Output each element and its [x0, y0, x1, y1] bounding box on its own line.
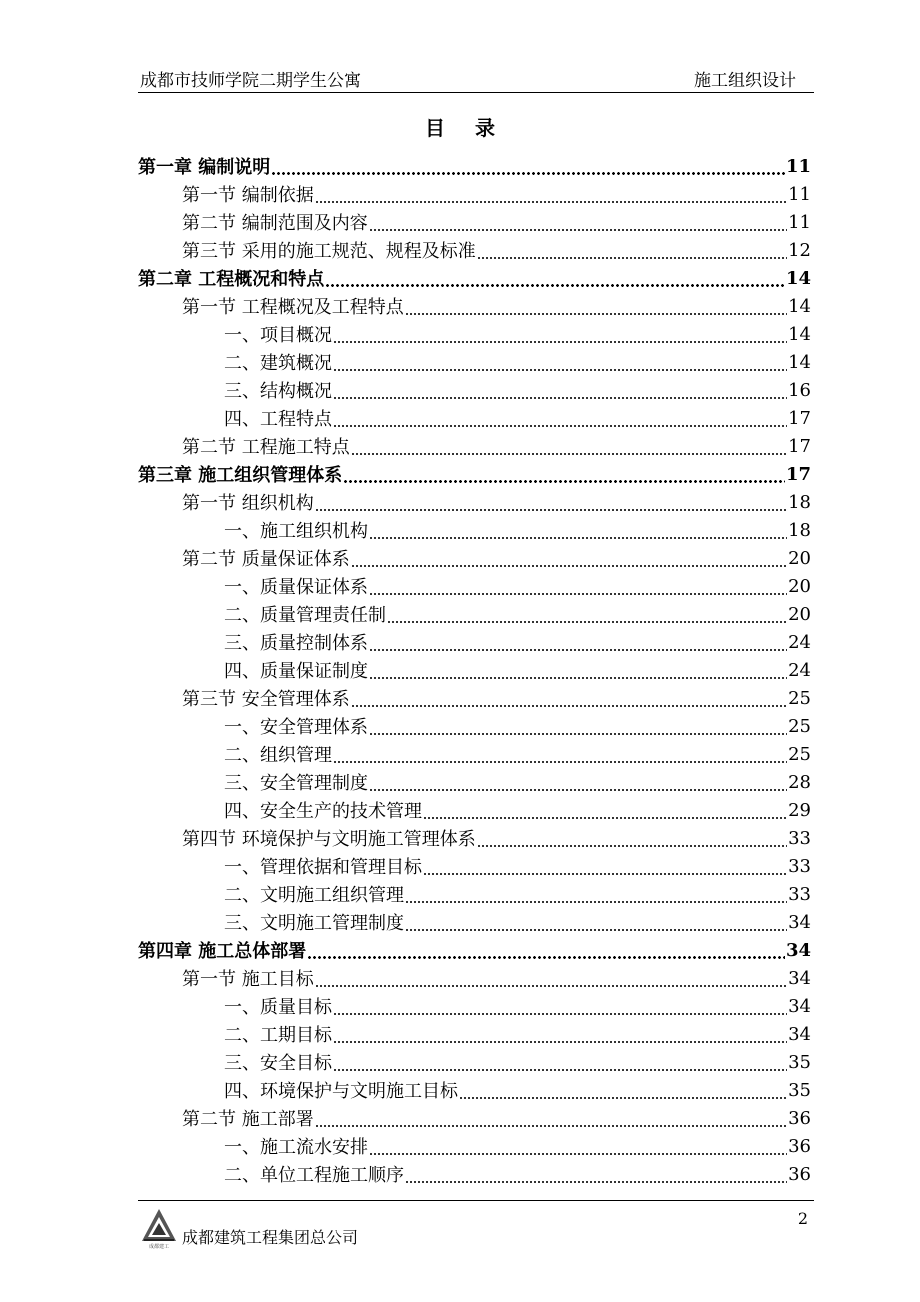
dot-leader: [315, 184, 787, 204]
dot-leader: [405, 1164, 787, 1184]
toc-entry-label: 二、文明施工组织管理: [224, 885, 404, 906]
toc-entry-label: 二、质量管理责任制: [224, 605, 386, 626]
header-doc-type: 施工组织设计: [694, 71, 796, 91]
toc-entry-label: 三、文明施工管理制度: [224, 913, 404, 934]
toc-entry-page: 29: [788, 799, 811, 821]
toc-entry-label: 第二节 施工部署: [182, 1109, 314, 1130]
toc-entry[interactable]: [138, 432, 811, 460]
toc-entry-label: 三、安全目标: [224, 1053, 332, 1074]
toc-entry-label: 第三节 安全管理体系: [182, 689, 350, 710]
toc-entry-label: 第三节 采用的施工规范、规程及标准: [182, 241, 476, 262]
page-footer: [138, 1200, 814, 1249]
toc-entry-label: 四、工程特点: [224, 409, 332, 430]
toc-entry[interactable]: [138, 908, 811, 936]
dot-leader: [333, 352, 787, 372]
dot-leader: [351, 688, 787, 708]
toc-entry-page: 36: [788, 1163, 811, 1185]
toc-entry-label: 一、施工流水安排: [224, 1137, 368, 1158]
dot-leader: [369, 576, 787, 596]
toc-entry-page: 14: [788, 351, 811, 373]
dot-leader: [387, 604, 787, 624]
dot-leader: [333, 996, 787, 1016]
toc-entry-label: 第二章 工程概况和特点: [138, 269, 325, 290]
company-name: 成都建筑工程集团总公司: [182, 1228, 359, 1247]
dot-leader: [333, 324, 787, 344]
toc-entry-page: 11: [788, 183, 811, 205]
toc-entry-page: 33: [788, 883, 811, 905]
toc-entry-page: 36: [788, 1107, 811, 1129]
toc-entry-label: 三、安全管理制度: [224, 773, 368, 794]
toc-entry[interactable]: [138, 740, 811, 768]
toc-entry[interactable]: [138, 180, 811, 208]
toc-entry[interactable]: [138, 376, 811, 404]
toc-entry[interactable]: [138, 516, 811, 544]
dot-leader: [271, 156, 785, 176]
toc-entry-label: 一、项目概况: [224, 325, 332, 346]
toc-entry[interactable]: [138, 320, 811, 348]
toc-entry[interactable]: [138, 152, 811, 180]
dot-leader: [351, 548, 787, 568]
toc-entry-page: 25: [788, 687, 811, 709]
toc-entry-page: 36: [788, 1135, 811, 1157]
toc-entry[interactable]: [138, 404, 811, 432]
toc-entry-page: 18: [788, 519, 811, 541]
toc-entry-label: 二、组织管理: [224, 745, 332, 766]
toc-entry[interactable]: [138, 964, 811, 992]
dot-leader: [405, 296, 787, 316]
toc-entry-page: 34: [788, 1023, 811, 1045]
toc-entry-page: 14: [788, 295, 811, 317]
toc-entry-label: 第一章 编制说明: [138, 157, 271, 178]
toc-entry-label: 第一节 工程概况及工程特点: [182, 297, 404, 318]
toc-entry-label: 一、质量保证体系: [224, 577, 368, 598]
toc-entry[interactable]: [138, 264, 811, 292]
toc-entry[interactable]: [138, 656, 811, 684]
toc-entry[interactable]: [138, 628, 811, 656]
toc-entry-page: 34: [788, 995, 811, 1017]
toc-entry[interactable]: [138, 1104, 811, 1132]
toc-entry-label: 第三章 施工组织管理体系: [138, 465, 343, 486]
toc-entry-page: 20: [788, 575, 811, 597]
dot-leader: [369, 1136, 787, 1156]
toc-entry-page: 17: [785, 463, 811, 485]
dot-leader: [477, 240, 787, 260]
toc-entry-label: 三、质量控制体系: [224, 633, 368, 654]
toc-entry[interactable]: [138, 544, 811, 572]
toc-entry-page: 28: [788, 771, 811, 793]
toc-entry-label: 第二节 工程施工特点: [182, 437, 350, 458]
toc-entry-label: 第一节 编制依据: [182, 185, 314, 206]
toc-entry[interactable]: [138, 712, 811, 740]
toc-entry-page: 12: [788, 239, 811, 261]
toc-entry-page: 25: [788, 715, 811, 737]
dot-leader: [369, 716, 787, 736]
dot-leader: [343, 464, 785, 484]
toc-entry-label: 二、单位工程施工顺序: [224, 1165, 404, 1186]
toc-entry-label: 一、施工组织机构: [224, 521, 368, 542]
toc-entry-page: 11: [785, 155, 811, 177]
toc-entry[interactable]: [138, 992, 811, 1020]
dot-leader: [333, 744, 787, 764]
toc-entry-label: 四、安全生产的技术管理: [224, 801, 422, 822]
toc-entry-label: 第二节 质量保证体系: [182, 549, 350, 570]
toc-entry-label: 第一节 组织机构: [182, 493, 314, 514]
toc-entry-label: 三、结构概况: [224, 381, 332, 402]
toc-entry-label: 四、环境保护与文明施工目标: [224, 1081, 458, 1102]
company-logo-icon: [140, 1207, 178, 1249]
toc-entry-page: 14: [788, 323, 811, 345]
toc-entry[interactable]: [138, 684, 811, 712]
toc-entry[interactable]: [138, 348, 811, 376]
toc-entry[interactable]: [138, 852, 811, 880]
toc-entry-label: 第一节 施工目标: [182, 969, 314, 990]
toc-entry-page: 17: [788, 407, 811, 429]
toc-entry[interactable]: [138, 208, 811, 236]
toc-entry-label: 一、管理依据和管理目标: [224, 857, 422, 878]
toc-entry-page: 34: [785, 939, 811, 961]
toc-entry-page: 24: [788, 631, 811, 653]
toc-entry[interactable]: [138, 460, 811, 488]
toc-entry-page: 25: [788, 743, 811, 765]
toc-entry-page: 17: [788, 435, 811, 457]
dot-leader: [369, 520, 787, 540]
toc-entry-label: 二、建筑概况: [224, 353, 332, 374]
toc-entry[interactable]: [138, 824, 811, 852]
toc-entry-page: 16: [788, 379, 811, 401]
toc-entry-label: 一、质量目标: [224, 997, 332, 1018]
toc-entry-page: 14: [785, 267, 811, 289]
toc-entry-page: 18: [788, 491, 811, 513]
dot-leader: [315, 492, 787, 512]
toc-entry-page: 34: [788, 911, 811, 933]
toc-entry-label: 第四节 环境保护与文明施工管理体系: [182, 829, 476, 850]
toc-entry[interactable]: [138, 768, 811, 796]
toc-entry[interactable]: [138, 292, 811, 320]
dot-leader: [369, 212, 787, 232]
toc-entry[interactable]: [138, 1048, 811, 1076]
toc-entry-page: 24: [788, 659, 811, 681]
toc-entry-label: 二、工期目标: [224, 1025, 332, 1046]
toc-entry[interactable]: [138, 936, 811, 964]
dot-leader: [333, 408, 787, 428]
dot-leader: [315, 1108, 787, 1128]
dot-leader: [369, 632, 787, 652]
dot-leader: [369, 660, 787, 680]
dot-leader: [325, 268, 785, 288]
table-of-contents: [138, 152, 811, 1188]
toc-entry-page: 33: [788, 855, 811, 877]
page-header: [138, 64, 814, 93]
dot-leader: [423, 856, 787, 876]
toc-entry[interactable]: [138, 1160, 811, 1188]
toc-entry-label: 一、安全管理体系: [224, 717, 368, 738]
toc-entry-label: 第二节 编制范围及内容: [182, 213, 368, 234]
toc-entry[interactable]: [138, 488, 811, 516]
header-project-title: 成都市技师学院二期学生公寓: [140, 71, 361, 91]
dot-leader: [405, 912, 787, 932]
logo-text: 成都建工: [148, 1244, 170, 1249]
toc-entry-page: 35: [788, 1051, 811, 1073]
toc-entry[interactable]: [138, 796, 811, 824]
dot-leader: [333, 1024, 787, 1044]
dot-leader: [333, 380, 787, 400]
toc-entry[interactable]: [138, 600, 811, 628]
toc-entry-label: 第四章 施工总体部署: [138, 941, 307, 962]
dot-leader: [315, 968, 787, 988]
dot-leader: [351, 436, 787, 456]
toc-entry[interactable]: [138, 572, 811, 600]
toc-entry[interactable]: [138, 1076, 811, 1104]
toc-entry[interactable]: [138, 880, 811, 908]
toc-entry-page: 11: [788, 211, 811, 233]
toc-entry-page: 35: [788, 1079, 811, 1101]
toc-entry[interactable]: [138, 1020, 811, 1048]
toc-entry-label: 四、质量保证制度: [224, 661, 368, 682]
dot-leader: [307, 940, 785, 960]
dot-leader: [405, 884, 787, 904]
dot-leader: [369, 772, 787, 792]
dot-leader: [459, 1080, 787, 1100]
toc-entry-page: 33: [788, 827, 811, 849]
toc-title: 目录: [425, 116, 525, 140]
page-number: 2: [797, 1209, 808, 1228]
toc-entry[interactable]: [138, 1132, 811, 1160]
dot-leader: [477, 828, 787, 848]
dot-leader: [333, 1052, 787, 1072]
toc-entry-page: 34: [788, 967, 811, 989]
toc-entry-page: 20: [788, 547, 811, 569]
dot-leader: [423, 800, 787, 820]
toc-entry[interactable]: [138, 236, 811, 264]
toc-entry-page: 20: [788, 603, 811, 625]
